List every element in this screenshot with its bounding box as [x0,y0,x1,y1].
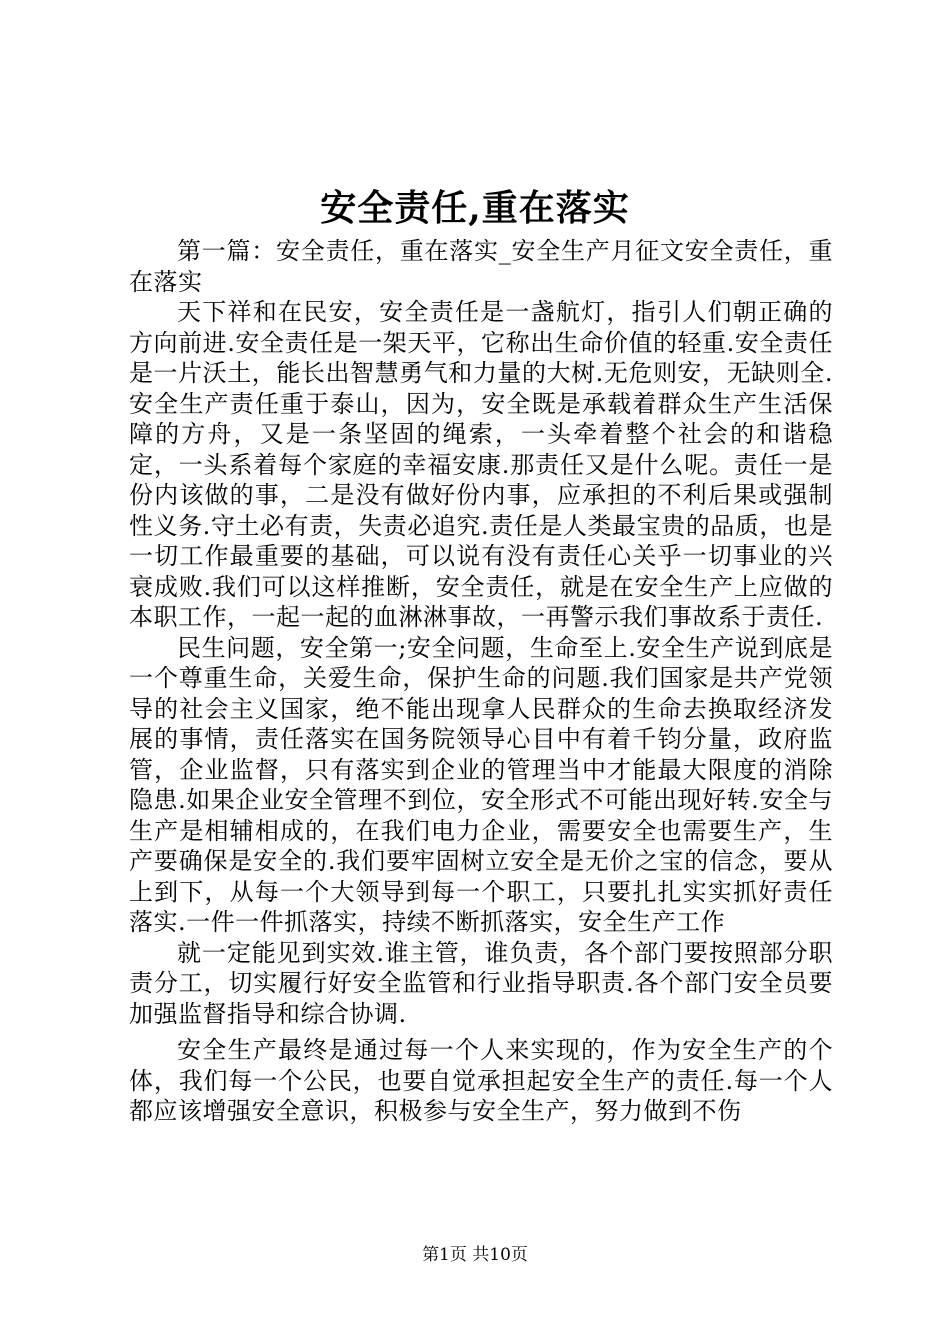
paragraph: 就一定能见到实效.谁主管，谁负责，各个部门要按照部分职责分工，切实履行好安全监管和行业指导职责.各个部门安全员要加强监督指导和综合协调. [129,938,833,1028]
page-number: 第1页 共10页 [422,1245,528,1265]
paragraph: 天下祥和在民安，安全责任是一盏航灯，指引人们朝正确的方向前进.安全责任是一架天平，它称出生命价值的轻重.安全责任是一片沃土，能长出智慧勇气和力量的大树.无危则安，无缺则全.安全生产责任重于泰山，因为，安全既是承载着群众生产生活保障的方舟，又是一条坚固的绳索，一头牵着整个社会的和谐稳定，一头系着每个家庭的幸福安康.那责任又是什么呢。责任一是份内该做的事，二是没有做好份内事，应承担的不利后果或强制性义务.守土必有责，失责必追究.责任是人类最宝贵的品质，也是一切工作最重要的基础，可以说有没有责任心关乎一切事业的兴衰成败.我们可以这样推断，安全责任，就是在安全生产上应做的本职工作，一起一起的血淋淋事故，一再警示我们事故系于责任. [129,298,833,631]
paragraph: 安全生产最终是通过每一个人来实现的，作为安全生产的个体，我们每一个公民，也要自觉承担起安全生产的责任.每一个人都应该增强安全意识，积极参与安全生产，努力做到不伤 [129,1036,833,1125]
document-title: 安全责任,重在落实 [320,187,630,229]
paragraph: 民生问题，安全第一;安全问题，生命至上.安全生产说到底是一个尊重生命，关爱生命，保护生命的问题.我们国家是共产党领导的社会主义国家，绝不能出现拿人民群众的生命去换取经济发展的事情，责任落实在国务院领导心目中有着千钧分量，政府监管，企业监督，只有落实到企业的管理当中才能最大限度的消除隐患.如果企业安全管理不到位，安全形式不可能出现好转.安全与生产是相辅相成的，在我们电力企业，需要安全也需要生产，生产要确保是安全的.我们要牢固树立安全是无价之宝的信念，要从上到下，从每一个大领导到每一个职工，只要扎扎实实抓好责任落实.一件一件抓落实，持续不断抓落实，安全生产工作 [129,633,833,936]
document-body [129,236,833,1127]
paragraph-heading: 第一篇：安全责任，重在落实_安全生产月征文安全责任，重在落实 [129,237,833,296]
